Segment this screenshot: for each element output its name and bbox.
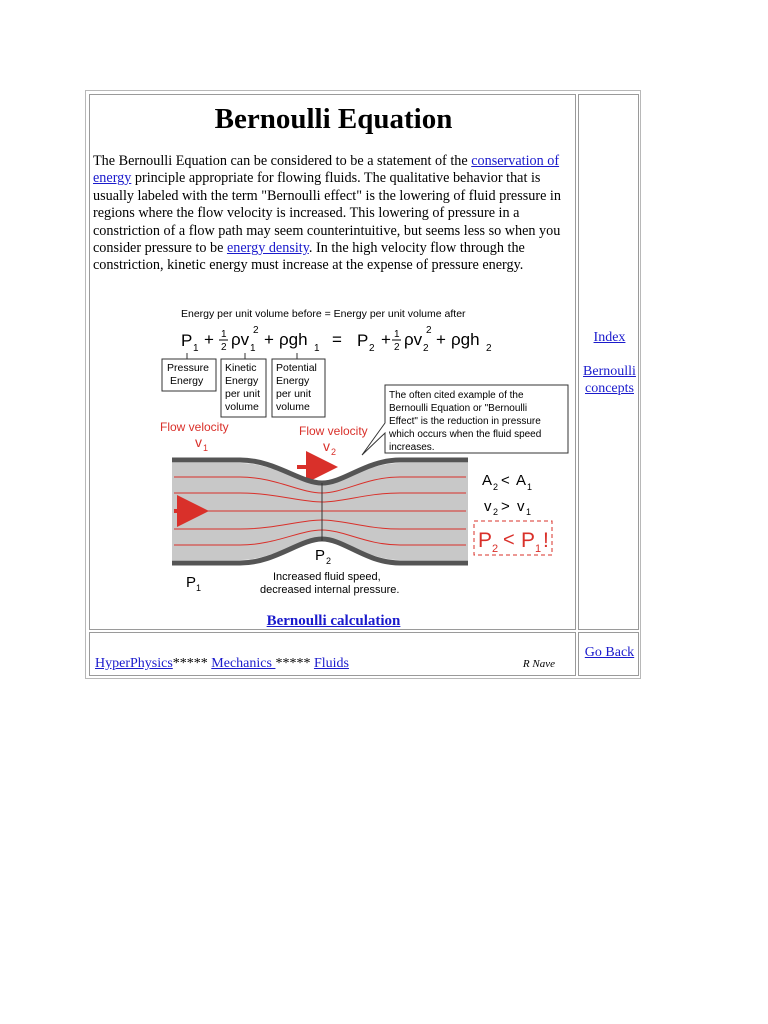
main-content-cell	[89, 94, 576, 630]
breadcrumb-separator-1: *****	[172, 656, 212, 671]
eq-rho-v2: ρv	[404, 330, 423, 349]
callout-line-4: which occurs when the fluid speed	[389, 429, 542, 440]
box-potential-line-2: Energy	[276, 375, 310, 387]
eq-p2: P	[357, 331, 369, 350]
rel-v1-sub: 1	[526, 507, 532, 517]
rel-v2: v	[484, 498, 492, 515]
eq-half-den-2: 2	[394, 342, 400, 353]
eq-p1: P	[181, 331, 193, 350]
footer-cell	[89, 632, 576, 676]
conservation-of-energy-link[interactable]: conservation of energy	[93, 153, 560, 187]
intro-text-1: The Bernoulli Equation can be considered to be a statement of the	[93, 153, 472, 169]
eq-h1-sub: 1	[314, 343, 320, 354]
rel-a1-sub: 1	[527, 482, 533, 492]
eq-plus-4: +	[436, 330, 446, 349]
sidebar-index-row	[579, 329, 640, 346]
box-kinetic-line-4: volume	[225, 401, 259, 413]
eq-plus-2: +	[264, 330, 274, 349]
rel-a2: A	[482, 472, 493, 489]
hyperphysics-link[interactable]: HyperPhysics	[95, 656, 173, 671]
bernoulli-calculation-row	[90, 613, 577, 630]
index-link[interactable]: Index	[593, 330, 626, 345]
callout-box	[362, 385, 568, 455]
eq-v2-sub: 2	[423, 343, 429, 354]
bernoulli-equation	[181, 325, 492, 354]
eq-p2-sub: 2	[369, 343, 375, 354]
box-potential-line-3: per unit	[276, 388, 312, 400]
go-back-link[interactable]: Go Back	[584, 645, 635, 660]
mechanics-link[interactable]: Mechanics	[211, 656, 276, 671]
p2-label-sub: 2	[326, 556, 332, 566]
eq-v1-sub: 1	[250, 343, 256, 354]
rel-bang: !	[543, 529, 549, 552]
caption-line-2: decreased internal pressure.	[260, 584, 400, 596]
eq-rho-g-h2: ρgh	[451, 330, 480, 349]
box-pressure-line-2: Energy	[170, 375, 204, 387]
v2-label: v	[323, 438, 330, 454]
rel-lt-2: <	[503, 529, 515, 551]
eq-v1-sup: 2	[253, 325, 259, 336]
eq-half-num-1: 1	[221, 329, 227, 340]
eq-v2-sup: 2	[426, 325, 432, 336]
rel-v1: v	[517, 498, 525, 515]
breadcrumb	[95, 656, 349, 672]
intro-text-3: . In the high velocity flow through the constriction, kinetic energy must increase at the expense of pressure energy.	[93, 240, 525, 274]
intro-text-2: principle appropriate for flowing fluids. The qualitative behavior that is usually labeled with the term "Bernoulli effect" is the lowering of fluid pressure in regions where the flow velocity is increased. This lowering of pressure in a constriction of a flow path may seem counterintuitive, but seems less so when you consider pressure to be	[93, 170, 561, 257]
flow-velocity-labels	[160, 420, 368, 457]
sidebar-cell	[578, 94, 639, 630]
rel-gt: >	[501, 498, 510, 515]
energy-density-link[interactable]: energy density	[226, 240, 309, 257]
rel-lt-1: <	[501, 472, 510, 489]
box-kinetic-line-1: Kinetic	[225, 362, 257, 374]
bernoulli-diagram	[160, 305, 570, 605]
fluids-link[interactable]: Fluids	[313, 656, 349, 671]
eq-plus-3: +	[381, 330, 391, 349]
eq-h2-sub: 2	[486, 343, 492, 354]
page-table	[85, 90, 641, 679]
p2-label: P	[315, 547, 326, 564]
box-potential-line-1: Potential	[276, 362, 317, 374]
eq-half-num-2: 1	[394, 329, 400, 340]
breadcrumb-separator-2: *****	[275, 656, 314, 671]
rel-p2-sub: 2	[492, 543, 499, 555]
callout-line-1: The often cited example of the	[389, 390, 524, 401]
eq-rho-v1: ρv	[231, 330, 250, 349]
callout-line-2: Bernoulli Equation or "Bernoulli	[389, 403, 528, 414]
page-title: Bernoulli Equation	[214, 103, 453, 135]
flow-velocity-2-label: Flow velocity	[299, 424, 368, 438]
go-back-row	[579, 645, 640, 661]
callout-line-3: Effect" is the reduction in pressure	[389, 416, 541, 427]
v2-label-sub: 2	[331, 447, 337, 457]
p1-label: P	[186, 574, 197, 591]
eq-equals: =	[332, 330, 342, 349]
bernoulli-calculation-link[interactable]: Bernoulli calculation	[266, 613, 401, 629]
intro-paragraph	[93, 153, 575, 275]
box-kinetic-line-2: Energy	[225, 375, 259, 387]
box-kinetic-line-3: per unit	[225, 388, 261, 400]
go-back-cell	[578, 632, 639, 676]
rel-p1: P	[521, 529, 536, 552]
sidebar-concepts-row	[579, 363, 640, 397]
author-credit: R Nave	[522, 658, 555, 670]
p1-label-sub: 1	[196, 583, 202, 593]
diagram-header: Energy per unit volume before = Energy per unit volume after	[181, 308, 466, 320]
relations	[474, 472, 552, 555]
v1-label: v	[195, 434, 202, 450]
eq-rho-g-h1: ρgh	[279, 330, 308, 349]
box-pressure-line-1: Pressure	[167, 362, 210, 374]
eq-plus-1: +	[204, 330, 214, 349]
rel-p2: P	[478, 529, 493, 552]
rel-v2-sub: 2	[493, 507, 499, 517]
flow-velocity-1-label: Flow velocity	[160, 420, 229, 434]
rel-a2-sub: 2	[493, 482, 499, 492]
rel-p1-sub: 1	[535, 543, 542, 555]
callout-line-5: increases.	[389, 442, 435, 453]
term-boxes	[162, 359, 325, 417]
eq-p1-sub: 1	[193, 343, 199, 354]
bernoulli-concepts-link[interactable]: Bernoulli concepts	[583, 364, 636, 396]
box-potential-line-4: volume	[276, 401, 310, 413]
rel-a1: A	[516, 472, 527, 489]
eq-half-den-1: 2	[221, 342, 227, 353]
v1-label-sub: 1	[203, 443, 209, 453]
caption-line-1: Increased fluid speed,	[273, 571, 381, 583]
